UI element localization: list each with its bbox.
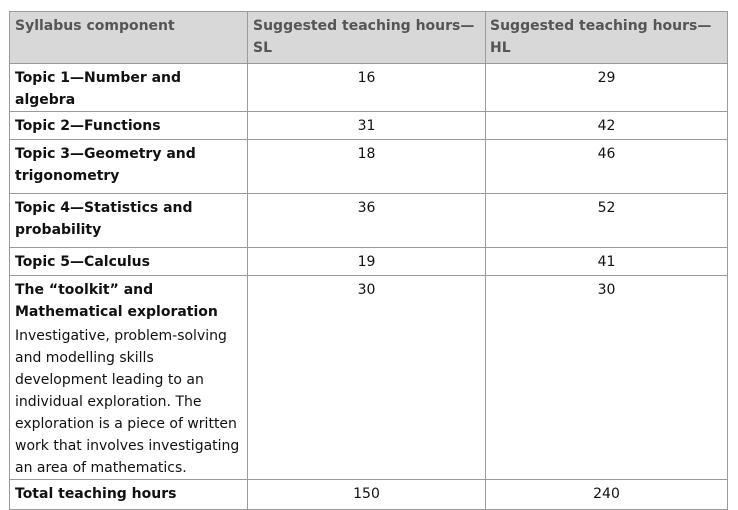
table-row	[10, 140, 728, 194]
row-topic-5-name: Topic 5—Calculus	[10, 248, 248, 276]
table-row	[10, 64, 728, 112]
row-topic-3-name: Topic 3—Geometry and trigonometry	[10, 140, 248, 194]
total-row	[10, 480, 728, 510]
syllabus-table	[9, 11, 728, 510]
row-topic-1-name: Topic 1—Number and algebra	[10, 64, 248, 112]
row-topic-1-sl: 16	[248, 64, 486, 112]
syllabus-table-container	[9, 11, 728, 510]
total-sl: 150	[248, 480, 486, 510]
row-toolkit-cell	[10, 276, 248, 480]
row-topic-5-hl: 41	[486, 248, 728, 276]
row-toolkit-description: Investigative, problem-solving and modelling skills development leading to an individual exploration. The exploration is a piece of written work that involves investigating an area of mathematics.	[15, 328, 240, 476]
row-topic-3-sl: 18	[248, 140, 486, 194]
table-row	[10, 194, 728, 248]
row-topic-5-sl: 19	[248, 248, 486, 276]
table-row	[10, 248, 728, 276]
header-row	[10, 12, 728, 64]
table-row	[10, 276, 728, 480]
total-label: Total teaching hours	[10, 480, 248, 510]
total-hl: 240	[486, 480, 728, 510]
row-topic-4-name: Topic 4—Statistics and probability	[10, 194, 248, 248]
header-hours-sl: Suggested teaching hours—SL	[248, 12, 486, 64]
row-toolkit-hl: 30	[486, 276, 728, 480]
row-topic-4-hl: 52	[486, 194, 728, 248]
row-topic-3-hl: 46	[486, 140, 728, 194]
row-topic-2-hl: 42	[486, 112, 728, 140]
header-hours-hl: Suggested teaching hours—HL	[486, 12, 728, 64]
row-toolkit-name: The “toolkit” and Mathematical exploration	[15, 282, 218, 320]
header-syllabus-component: Syllabus component	[10, 12, 248, 64]
table-row	[10, 112, 728, 140]
row-topic-2-name: Topic 2—Functions	[10, 112, 248, 140]
row-toolkit-sl: 30	[248, 276, 486, 480]
row-topic-1-hl: 29	[486, 64, 728, 112]
row-topic-2-sl: 31	[248, 112, 486, 140]
row-topic-4-sl: 36	[248, 194, 486, 248]
